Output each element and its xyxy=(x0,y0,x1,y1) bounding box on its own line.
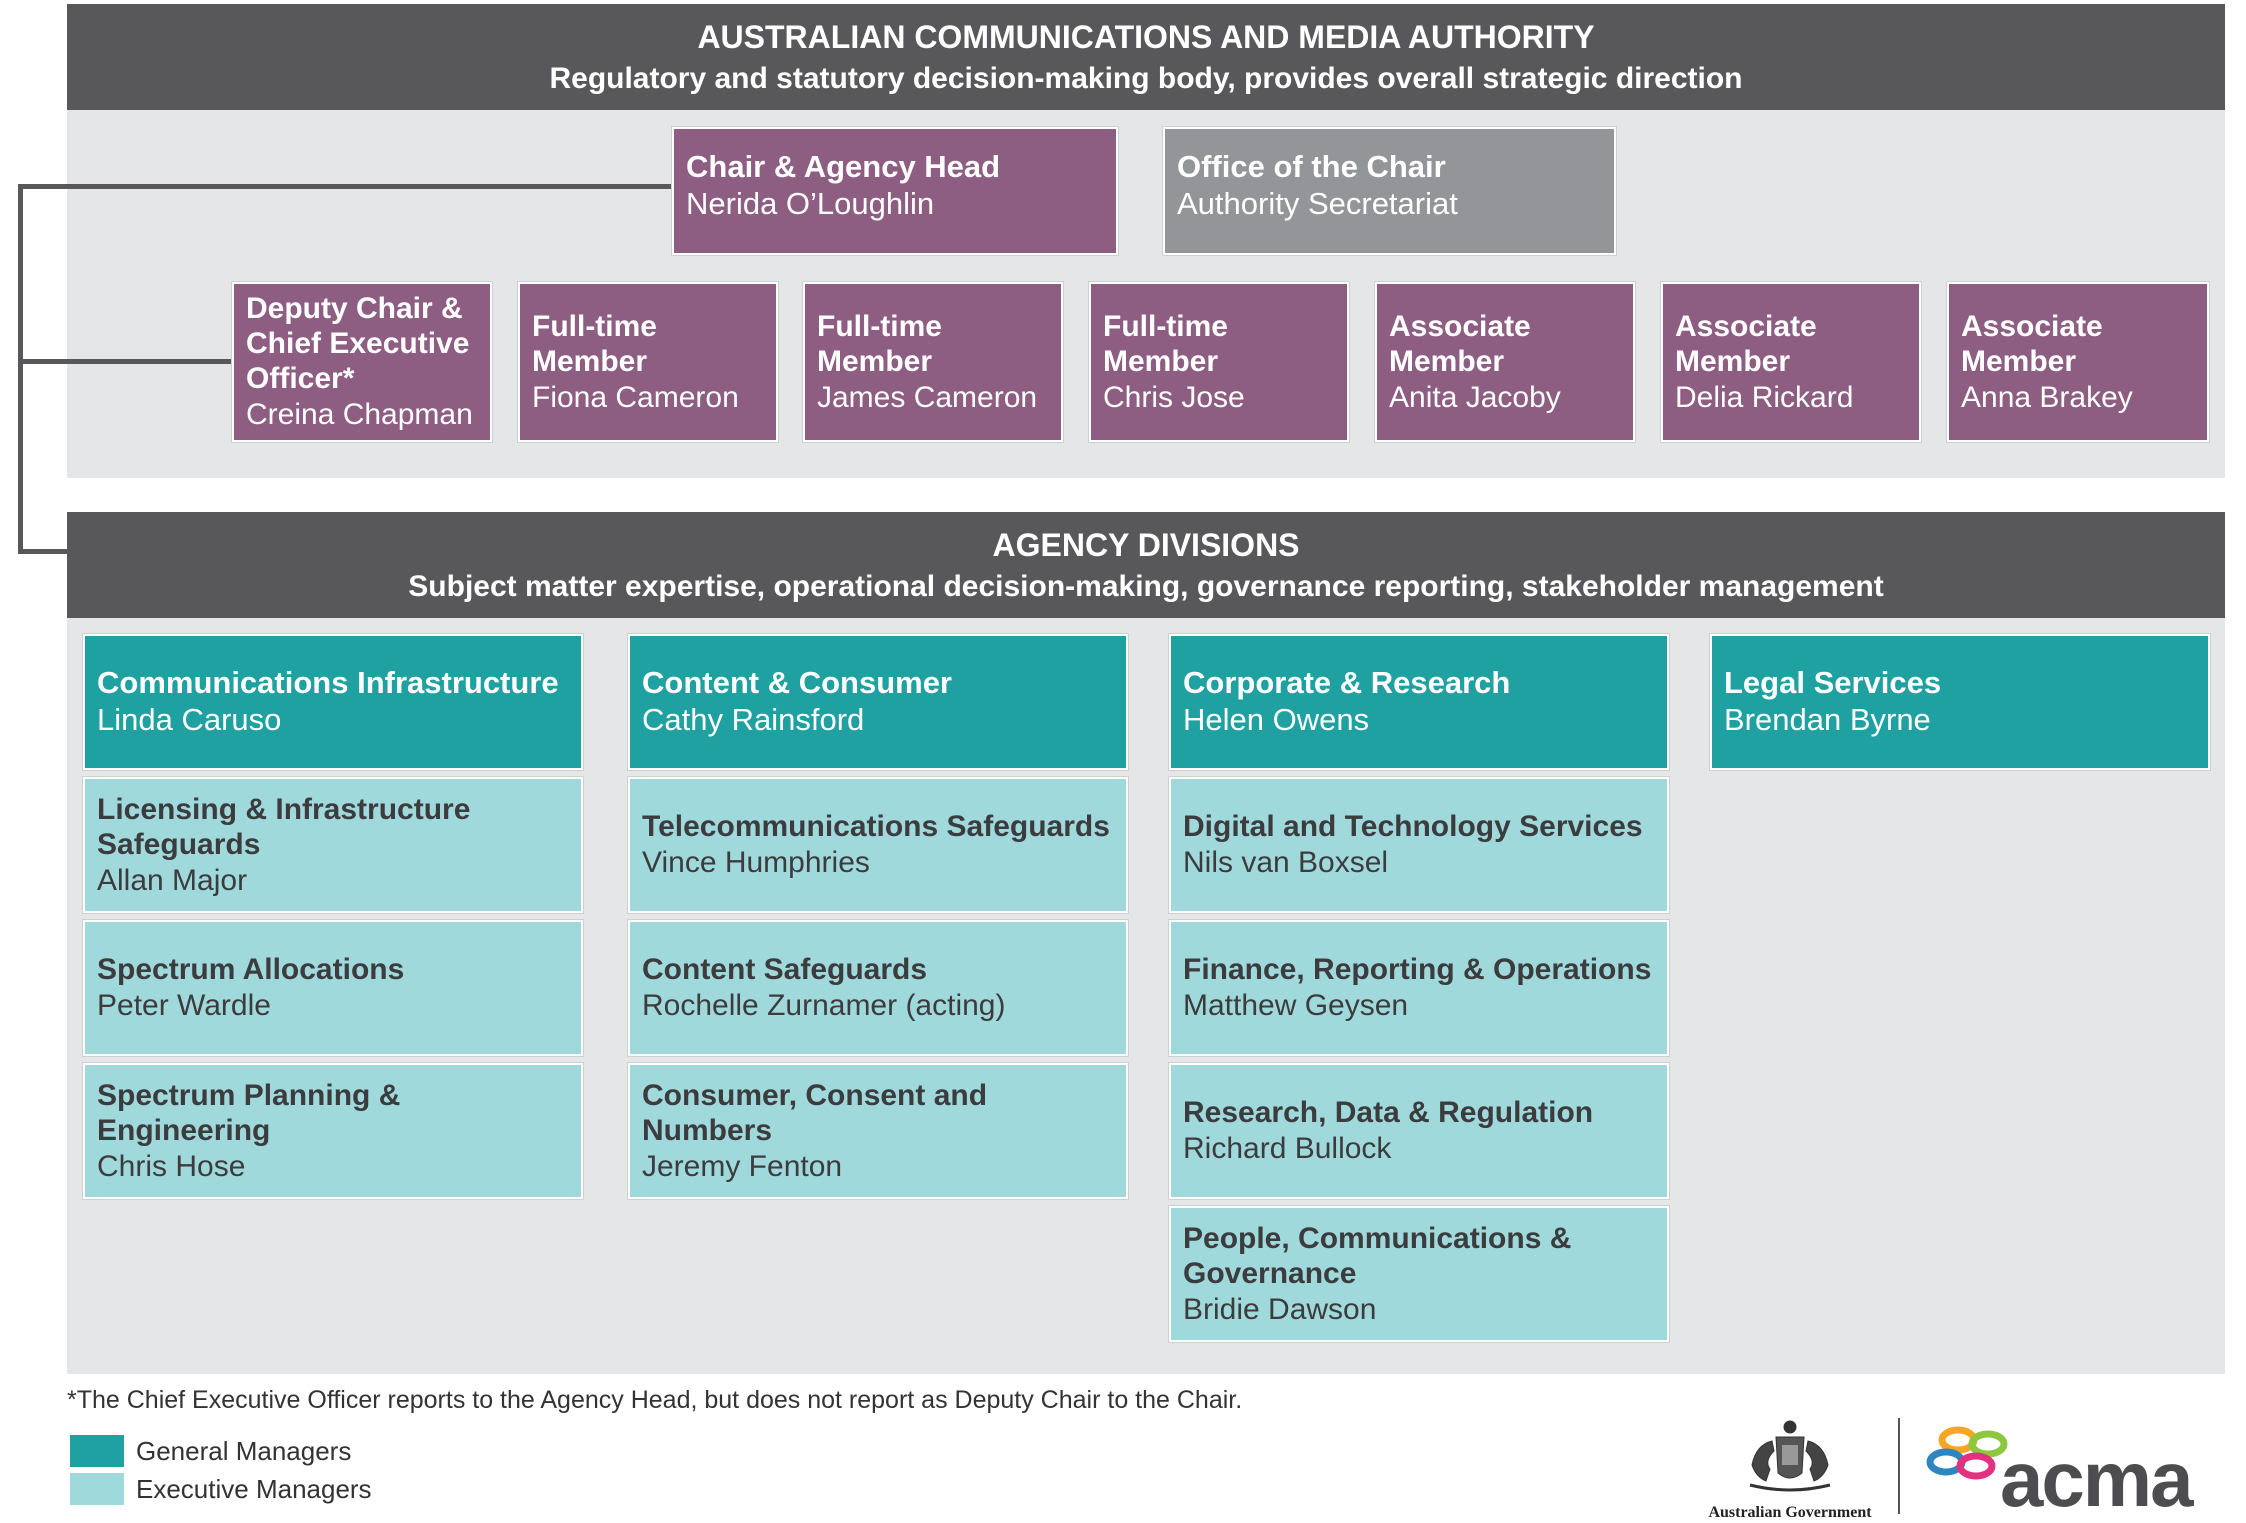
footnote: *The Chief Executive Officer reports to the Agency Head, but does not report as Deputy Chair to the Chair. xyxy=(67,1386,1243,1414)
legend-item-executive-managers xyxy=(70,1473,470,1505)
chair-name: Nerida O’Loughlin xyxy=(686,186,935,221)
acma-wordmark: acma xyxy=(2000,1435,2192,1523)
division-head-legal-services xyxy=(1710,634,2210,770)
acma-logo xyxy=(1918,1420,2208,1523)
office-of-chair-name: Authority Secretariat xyxy=(1177,186,1458,221)
connector-to-chair xyxy=(18,184,674,189)
division-head-content-consumer xyxy=(628,634,1128,770)
legend-item-general-managers xyxy=(70,1435,470,1467)
branch-name: Rochelle Zurnamer (acting) xyxy=(642,989,1006,1022)
connector-to-divisions xyxy=(18,549,68,554)
branch-title: Digital and Technology Services xyxy=(1183,810,1643,843)
branch-name: Peter Wardle xyxy=(97,989,271,1022)
member-title: Full-time Member xyxy=(532,309,657,378)
branch-box xyxy=(1169,1206,1669,1342)
government-text: Australian Government xyxy=(1708,1504,1872,1521)
legend-label: Executive Managers xyxy=(136,1474,372,1504)
branch-box xyxy=(1169,920,1669,1056)
australian-government-logo xyxy=(1690,1415,1890,1521)
branch-title: Licensing & Infrastructure Safeguards xyxy=(97,792,471,861)
member-name: Fiona Cameron xyxy=(532,380,739,414)
branch-box xyxy=(83,920,583,1056)
division-head-name: Cathy Rainsford xyxy=(642,701,865,737)
division-head-name: Linda Caruso xyxy=(97,701,282,737)
branch-title: Content Safeguards xyxy=(642,953,928,986)
branch-name: Bridie Dawson xyxy=(1183,1292,1377,1326)
member-name: Anita Jacoby xyxy=(1389,380,1561,414)
branch-box xyxy=(1169,777,1669,913)
authority-banner xyxy=(67,4,2225,110)
chair-box xyxy=(672,127,1118,255)
division-head-corporate-research xyxy=(1169,634,1669,770)
member-name: Delia Rickard xyxy=(1675,380,1854,414)
member-box xyxy=(1661,282,1921,442)
legend-swatch-general xyxy=(70,1435,124,1467)
member-title: Associate Member xyxy=(1389,309,1531,378)
branch-name: Richard Bullock xyxy=(1183,1132,1392,1165)
member-box xyxy=(1947,282,2209,442)
connector-vertical xyxy=(18,184,23,554)
branch-box xyxy=(628,1063,1128,1199)
divisions-title: AGENCY DIVISIONS xyxy=(992,527,1300,563)
branch-name: Jeremy Fenton xyxy=(642,1149,843,1183)
member-title: Full-time Member xyxy=(817,309,942,378)
member-name: Chris Jose xyxy=(1103,380,1245,414)
connector-to-deputy xyxy=(18,359,236,364)
member-box-deputy-ceo xyxy=(232,282,492,442)
branch-box xyxy=(83,777,583,913)
division-head-title: Content & Consumer xyxy=(642,664,952,700)
member-title: Deputy Chair & Chief Executive Officer* xyxy=(246,292,470,395)
member-box xyxy=(803,282,1063,442)
branch-title: Consumer, Consent and Numbers xyxy=(642,1078,988,1147)
division-head-communications-infrastructure xyxy=(83,634,583,770)
branch-name: Chris Hose xyxy=(97,1149,246,1183)
branch-box xyxy=(628,920,1128,1056)
member-box xyxy=(518,282,778,442)
division-head-title: Communications Infrastructure xyxy=(97,664,559,700)
member-box xyxy=(1089,282,1349,442)
legend-swatch-executive xyxy=(70,1473,124,1505)
divisions-subtitle: Subject matter expertise, operational decision-making, governance reporting, stakeholder management xyxy=(408,570,1884,603)
branch-name: Matthew Geysen xyxy=(1183,989,1409,1022)
division-head-name: Helen Owens xyxy=(1183,701,1370,737)
branch-name: Allan Major xyxy=(97,863,248,897)
member-name: James Cameron xyxy=(817,380,1038,414)
authority-subtitle: Regulatory and statutory decision-making body, provides overall strategic direction xyxy=(549,62,1743,95)
coat-of-arms-icon xyxy=(1690,1415,1890,1499)
divisions-banner xyxy=(67,512,2225,618)
chair-title: Chair & Agency Head xyxy=(686,149,1001,184)
legend-label: General Managers xyxy=(136,1436,352,1466)
office-of-chair-title: Office of the Chair xyxy=(1177,149,1446,184)
branch-title: Telecommunications Safeguards xyxy=(642,810,1110,843)
member-title: Full-time Member xyxy=(1103,309,1228,378)
office-of-chair-box xyxy=(1163,127,1616,255)
logo-divider xyxy=(1898,1418,1900,1514)
branch-title: Spectrum Planning & Engineering xyxy=(97,1078,401,1147)
legend xyxy=(70,1435,470,1515)
branch-box xyxy=(1169,1063,1669,1199)
division-head-title: Legal Services xyxy=(1724,664,1942,700)
branch-title: Research, Data & Regulation xyxy=(1183,1096,1594,1129)
branch-title: People, Communications & Governance xyxy=(1183,1221,1572,1290)
branch-title: Finance, Reporting & Operations xyxy=(1183,953,1652,986)
member-name: Creina Chapman xyxy=(246,398,473,431)
branch-box xyxy=(628,777,1128,913)
division-head-name: Brendan Byrne xyxy=(1724,701,1931,737)
branch-box xyxy=(83,1063,583,1199)
member-box xyxy=(1375,282,1635,442)
member-title: Associate Member xyxy=(1961,309,2103,378)
authority-title: AUSTRALIAN COMMUNICATIONS AND MEDIA AUTHORITY xyxy=(697,19,1595,55)
branch-name: Nils van Boxsel xyxy=(1183,846,1389,879)
branch-title: Spectrum Allocations xyxy=(97,953,405,986)
branch-name: Vince Humphries xyxy=(642,846,870,879)
division-head-title: Corporate & Research xyxy=(1183,664,1511,700)
member-name: Anna Brakey xyxy=(1961,380,2133,414)
member-title: Associate Member xyxy=(1675,309,1817,378)
